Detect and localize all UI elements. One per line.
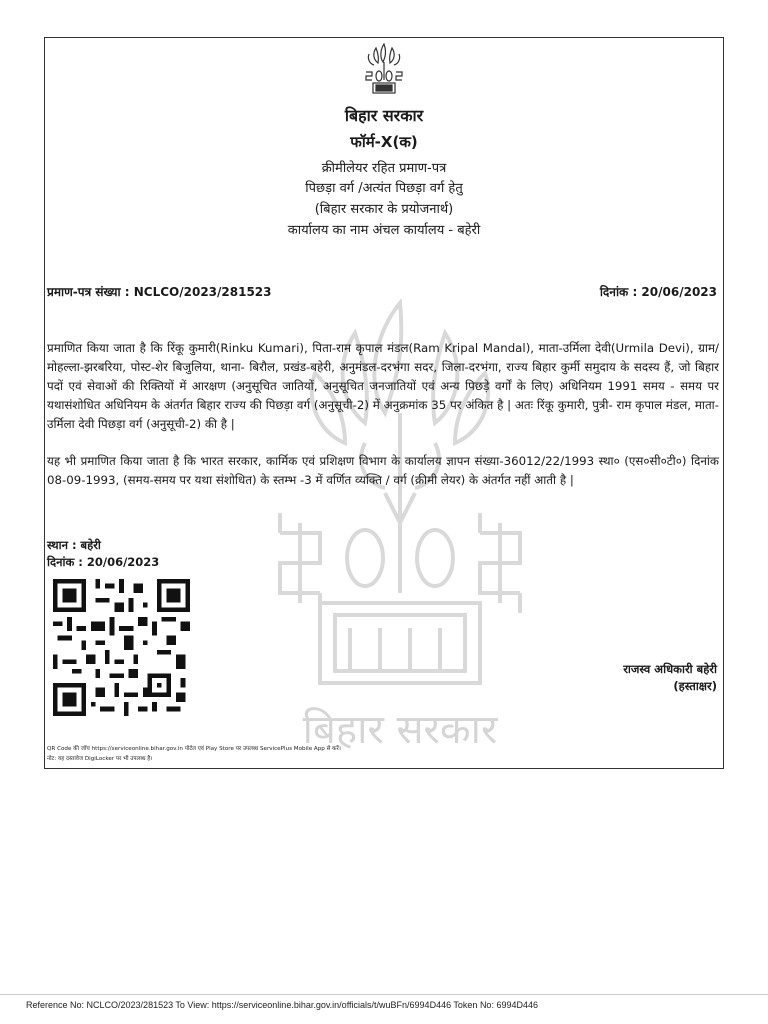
issue-date-label: दिनांक : 20/06/2023 bbox=[47, 555, 160, 569]
certificate-type: क्रीमीलेयर रहित प्रमाण-पत्र bbox=[321, 161, 447, 176]
govt-title: बिहार सरकार bbox=[344, 106, 424, 125]
certificate-date: दिनांक : 20/06/2023 bbox=[599, 285, 717, 299]
reference-footer: Reference No: NCLCO/2023/281523 To View: https://serviceonline.bihar.gov.in/officials/t/wuBFn/6994D446 Token No: 6994D446 bbox=[26, 1000, 538, 1010]
office-name: कार्यालय का नाम अंचल कार्यालय - बहेरी bbox=[287, 223, 481, 238]
digilocker-note: नोट: यह दस्तावेज DigiLocker पर भी उपलब्ध है। bbox=[47, 756, 153, 762]
certificate-number: प्रमाण-पत्र संख्या : NCLCO/2023/281523 bbox=[47, 285, 272, 299]
certification-paragraph: प्रमाणित किया जाता है कि रिंकू कुमारी(Rinku Kumari), पिता-राम कृपाल मंडल(Ram Kripal Mandal), माता-उर्मिला देवी(Urmila Devi), ग्राम/मोहल्ला-झरबरिया, पोस्ट-शेर बिजुलिया, थाना- बिरौल, प्रखंड-बहेरी, अनुमंडल-दरभंगा सदर, जिला-दरभंगा, राज्य बिहार कुर्मी समुदाय के सदस्य हैं, जो बिहार पदों एवं सेवाओं की रिक्तियों में आरक्षण (अनुसूचित जातियों, अनुसूचित जनजातियों एवं अन्य पिछड़े वर्गों के लिए) अधिनियम 1991 समय - समय पर यथासंशोधित अधिनियम के अंतर्गत बिहार राज्य की पिछड़ा वर्ग (अनुसूची-2) में अनुक्रमांक 35 पर अंकित है | अतः रिंकू कुमारी, पुत्री- राम कृपाल मंडल, माता-उर्मिला देवी पिछड़ा वर्ग (अनुसूची-2) की है | bbox=[47, 341, 719, 431]
creamy-layer-paragraph: यह भी प्रमाणित किया जाता है कि भारत सरकार, कार्मिक एवं प्रशिक्षण विभाग के कार्यालय ज्ञापन संख्या-36012/22/1993 स्था० (एस०सी०टी०) दिनांक 08-09-1993, (समय-समय पर यथा संशोधित) के स्तम्भ -3 में वर्णित व्यक्ति / वर्ग (क्रीमी लेयर) के अंतर्गत नहीं आती है | bbox=[47, 454, 719, 487]
qr-verification-note: QR Code की जाँच https://serviceonline.bihar.gov.in पोर्टल एवं Play Store पर उपलब्ध ServicePlus Mobile App से करें। bbox=[47, 746, 341, 752]
signature-label: (हस्ताक्षर) bbox=[673, 679, 717, 693]
place-label: स्थान : बहेरी bbox=[47, 538, 101, 552]
watermark-text: बिहार सरकार bbox=[302, 707, 498, 753]
category-line: पिछड़ा वर्ग /अत्यंत पिछड़ा वर्ग हेतु bbox=[305, 181, 463, 196]
purpose-line: (बिहार सरकार के प्रयोजनार्थ) bbox=[314, 202, 454, 217]
form-title: फॉर्म-X(क) bbox=[350, 133, 418, 151]
footer-divider bbox=[0, 994, 768, 995]
certificate-frame bbox=[44, 37, 724, 769]
signatory-title: राजस्व अधिकारी बहेरी bbox=[623, 662, 717, 676]
bihar-emblem-icon bbox=[354, 40, 414, 100]
qr-code-icon[interactable] bbox=[53, 579, 190, 716]
